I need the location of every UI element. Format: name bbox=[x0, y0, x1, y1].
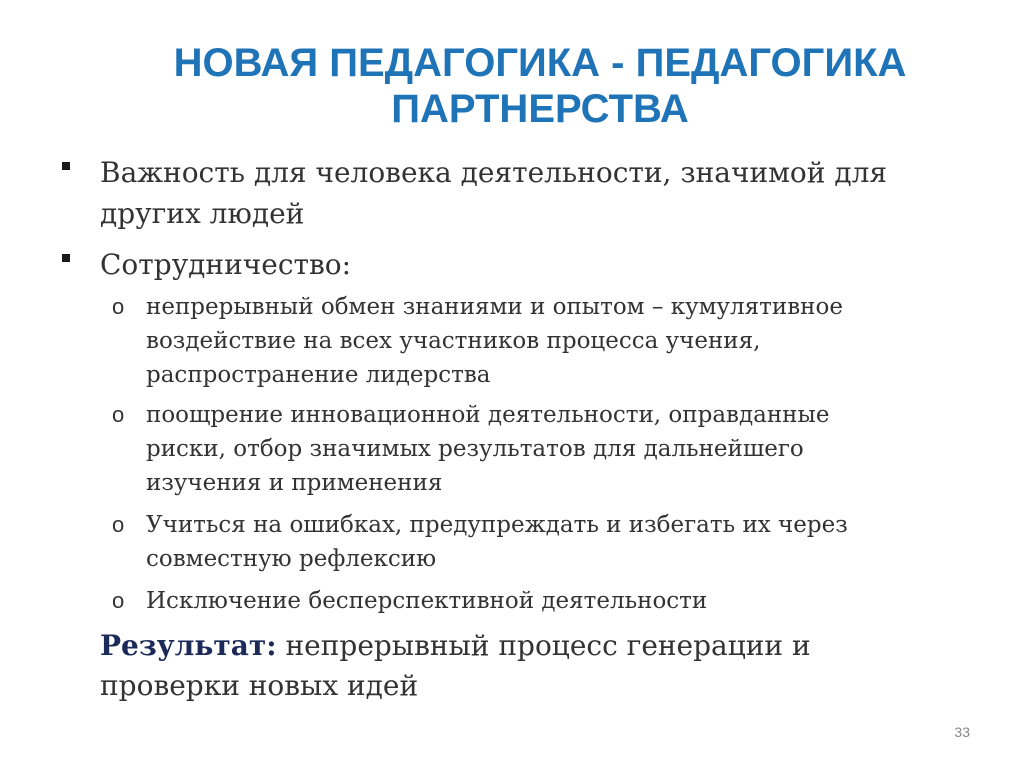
subbullet-item-innovation bbox=[112, 398, 912, 500]
subbullet-item-knowledge-exchange bbox=[112, 290, 912, 392]
subbullet-text: непрерывный обмен знаниями и опытом – кумулятивное воздействие на всех участников процесса учения, распространение лидерства bbox=[146, 294, 843, 388]
subbullet-item-learn-from-mistakes bbox=[112, 508, 912, 576]
bullet-item-importance bbox=[62, 152, 962, 234]
circle-bullet-icon: o bbox=[112, 294, 125, 319]
circle-bullet-icon: o bbox=[112, 588, 125, 613]
square-bullet-icon bbox=[62, 254, 70, 262]
result-text: непрерывный процесс генерации и проверки новых идей bbox=[100, 629, 811, 702]
page-number: 33 bbox=[954, 724, 970, 740]
slide-title-line-2: ПАРТНЕРСТВА bbox=[391, 87, 689, 131]
subbullet-text: поощрение инновационной деятельности, оправданные риски, отбор значимых результатов для дальнейшего изучения и применения bbox=[146, 402, 830, 496]
circle-bullet-icon: o bbox=[112, 512, 125, 537]
circle-bullet-icon: o bbox=[112, 402, 125, 427]
bullet-text: Сотрудничество: bbox=[100, 248, 352, 281]
slide-title bbox=[100, 40, 980, 132]
subbullet-item-exclusion bbox=[112, 584, 912, 618]
result-label: Результат: bbox=[100, 629, 277, 662]
slide-title-line-1: НОВАЯ ПЕДАГОГИКА - ПЕДАГОГИКА bbox=[173, 41, 907, 85]
subbullet-text: Исключение бесперспективной деятельности bbox=[146, 588, 708, 614]
bullet-text: Важность для человека деятельности, значимой для других людей bbox=[100, 156, 888, 230]
bullet-item-cooperation bbox=[62, 244, 962, 285]
subbullet-text: Учиться на ошибках, предупреждать и избегать их через совместную рефлексию bbox=[146, 512, 848, 572]
result-statement bbox=[100, 626, 920, 706]
square-bullet-icon bbox=[62, 162, 70, 170]
